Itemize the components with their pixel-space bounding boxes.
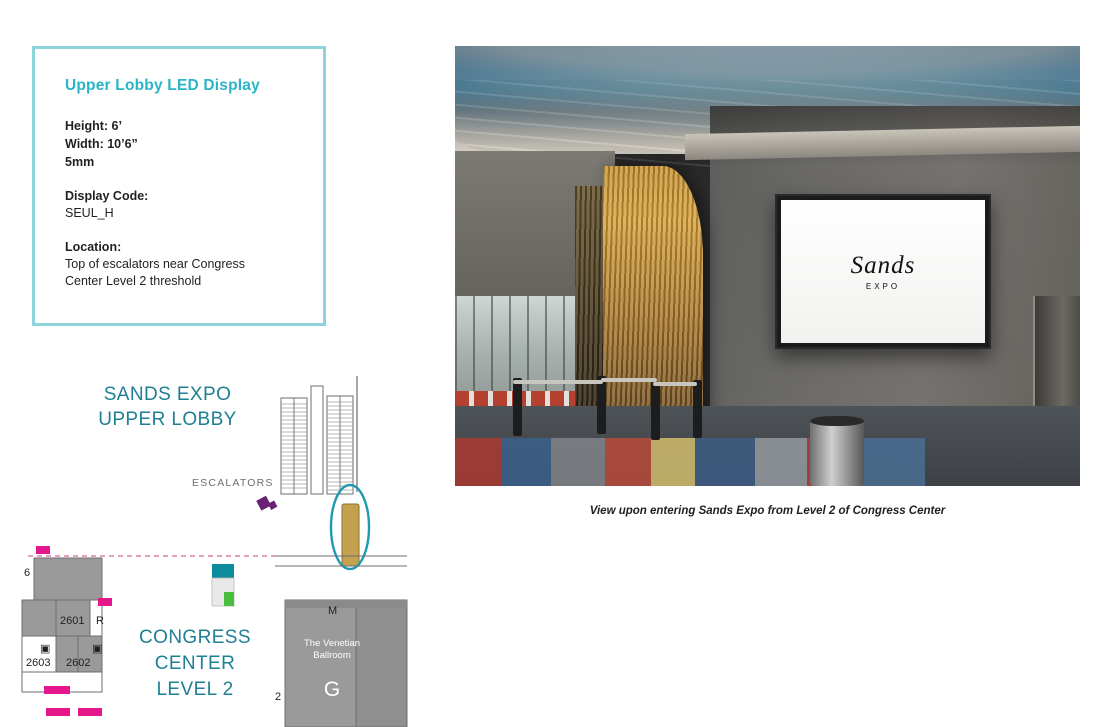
map-led-display-marker (342, 504, 359, 566)
ballroom-name-line-2: Ballroom (313, 650, 351, 661)
escalators-label: ESCALATORS (192, 477, 274, 489)
photo-stanchion (651, 382, 660, 440)
photo-caption: View upon entering Sands Expo from Level 2 of Congress Center (589, 505, 946, 517)
spec-pixel-pitch: 5mm (65, 155, 95, 169)
map-heading-sands-line-2: UPPER LOBBY (98, 409, 237, 430)
ballroom-name-line-1: The Venetian (304, 638, 360, 649)
photo-trash-lid (810, 416, 864, 426)
photo-stanchion (693, 380, 702, 438)
spacer (65, 171, 297, 187)
screen-logo-brand: Sands (850, 252, 916, 279)
floor-plan-map (0, 360, 440, 727)
photo-led-screen (781, 200, 985, 343)
photo-queue-rail (513, 380, 603, 384)
map-heading-congress-line-1: CONGRESS (139, 627, 251, 648)
ballroom-name (286, 638, 378, 662)
room-label-2602: 2602 (66, 657, 91, 669)
map-ballroom-marker-m: M (328, 605, 338, 617)
location-label: Location: (65, 240, 122, 254)
floor-plan-svg (0, 360, 440, 727)
venue-photo (455, 46, 1080, 486)
map-left-rooms (22, 546, 112, 716)
map-marker-purple (256, 496, 277, 511)
room-label-icon: ▣ (40, 643, 51, 655)
display-code-label: Display Code: (65, 189, 149, 203)
screen-logo (851, 252, 916, 291)
location-value-line-1: Top of escalators near Congress (65, 257, 245, 271)
page-title: Upper Lobby LED Display (65, 77, 260, 94)
photo-queue-rail (653, 382, 697, 386)
map-green-marker (224, 592, 234, 606)
room-label-side: R (96, 615, 104, 627)
map-escalator-bank-right (311, 386, 353, 494)
room-label-edge: 6 (24, 567, 31, 579)
display-info-card (32, 46, 326, 326)
map-heading-congress-line-2: CENTER (154, 653, 236, 674)
location-value-line-2: Center Level 2 threshold (65, 274, 202, 288)
map-escalator-bank-left (281, 398, 307, 494)
spec-width: Width: 10’6” (65, 137, 138, 151)
map-ballroom-side-label: 2 (275, 691, 282, 703)
photo-stanchion (513, 378, 522, 436)
screen-logo-subtext: EXPO (865, 282, 901, 291)
photo-queue-rail (601, 378, 657, 382)
map-venetian-ballroom (275, 600, 407, 727)
display-code-value: SEUL_H (65, 206, 114, 220)
room-label-2601: 2601 (60, 615, 85, 627)
map-heading-congress-line-3: LEVEL 2 (156, 679, 234, 700)
spacer (65, 222, 297, 238)
room-label-icon: ▣ (92, 643, 103, 655)
photo-stanchion (597, 376, 606, 434)
map-heading-sands-line-1: SANDS EXPO (103, 384, 232, 405)
display-info-card-body (35, 49, 323, 290)
photo-trash-receptacle (810, 418, 864, 486)
spec-height: Height: 6’ (65, 119, 122, 133)
room-label-2603: 2603 (26, 657, 51, 669)
ballroom-letter: G (323, 678, 341, 701)
